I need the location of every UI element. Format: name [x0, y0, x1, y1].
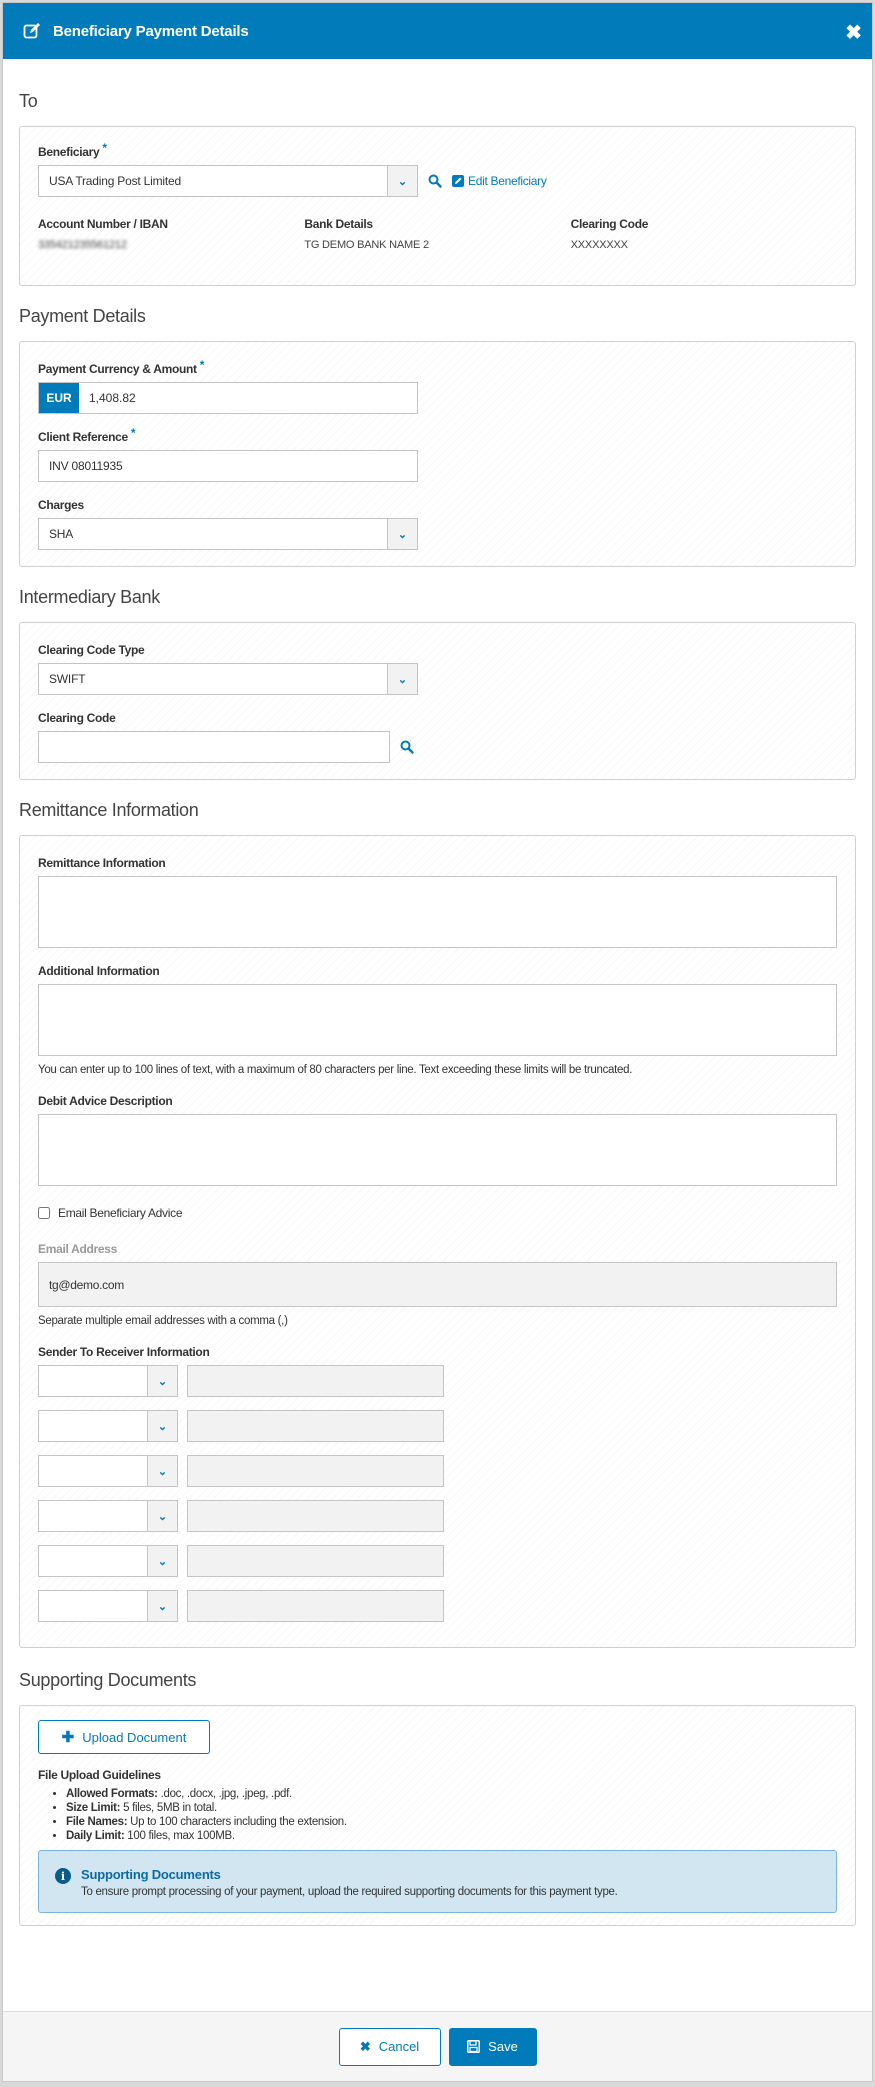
guidelines-title: File Upload Guidelines: [38, 1768, 161, 1782]
beneficiary-info: [38, 217, 837, 251]
close-icon: ✖: [359, 2038, 371, 2054]
section-title-documents: Supporting Documents: [19, 1670, 197, 1690]
chevron-down-icon[interactable]: ⌄: [387, 519, 417, 549]
s2r-row: [38, 1455, 837, 1487]
s2r-code-select[interactable]: [38, 1365, 178, 1397]
search-icon[interactable]: [400, 740, 414, 754]
chevron-down-icon[interactable]: ⌄: [147, 1411, 177, 1441]
s2r-text-input[interactable]: [187, 1365, 444, 1397]
s2r-code-select[interactable]: [38, 1590, 178, 1622]
clearing-code-type-select[interactable]: SWIFT ⌄: [38, 663, 418, 695]
guideline-item: • Size Limit: 5 files, 5MB in total.: [66, 1802, 837, 1814]
s2r-row: [38, 1410, 837, 1442]
remittance-card: [19, 835, 856, 1648]
sender-to-receiver-label: Sender To Receiver Information: [38, 1345, 210, 1359]
charges-label: Charges: [38, 498, 84, 512]
edit-icon: [452, 175, 464, 187]
amount-input[interactable]: EUR 1,408.82: [38, 382, 418, 414]
section-title-intermediary: Intermediary Bank: [19, 587, 160, 607]
additional-info-textarea[interactable]: [38, 984, 837, 1056]
charges-select[interactable]: SHA ⌄: [38, 518, 418, 550]
edit-icon: [23, 22, 41, 40]
s2r-code-select[interactable]: [38, 1455, 178, 1487]
modal-title: Beneficiary Payment Details: [53, 22, 249, 40]
chevron-down-icon[interactable]: ⌄: [387, 166, 417, 196]
section-title-remittance: Remittance Information: [19, 800, 199, 820]
info-icon: i: [55, 1868, 71, 1884]
to-card: [19, 126, 856, 286]
intermediary-clearing-code-label: Clearing Code: [38, 711, 116, 725]
s2r-text-input[interactable]: [187, 1410, 444, 1442]
s2r-row: [38, 1545, 837, 1577]
additional-info-label: Additional Information: [38, 964, 160, 978]
alert-title: Supporting Documents: [81, 1867, 221, 1882]
chevron-down-icon[interactable]: ⌄: [147, 1366, 177, 1396]
s2r-row: [38, 1590, 837, 1622]
s2r-text-input[interactable]: [187, 1500, 444, 1532]
s2r-row: [38, 1500, 837, 1532]
guideline-item: • Daily Limit: 100 files, max 100MB.: [66, 1830, 837, 1842]
bank-details-value: TG DEMO BANK NAME 2: [304, 239, 429, 251]
cancel-button[interactable]: ✖ Cancel: [339, 2028, 441, 2066]
edit-beneficiary-link[interactable]: Edit Beneficiary: [452, 174, 547, 188]
guideline-item: • Allowed Formats: .doc, .docx, .jpg, .jpeg, .pdf.: [66, 1788, 837, 1800]
currency-amount-label: Payment Currency & Amount *: [38, 358, 205, 376]
beneficiary-label: Beneficiary *: [38, 141, 107, 159]
email-address-input[interactable]: tg@demo.com: [38, 1262, 837, 1307]
upload-document-button[interactable]: ✚ Upload Document: [38, 1720, 210, 1754]
s2r-row: [38, 1365, 837, 1397]
account-number-label: Account Number / IBAN: [38, 217, 168, 231]
search-icon[interactable]: [428, 174, 442, 188]
section-title-to: To: [19, 91, 38, 111]
clearing-code-type-label: Clearing Code Type: [38, 643, 145, 657]
chevron-down-icon[interactable]: ⌄: [387, 664, 417, 694]
additional-info-hint: You can enter up to 100 lines of text, with a maximum of 80 characters per line. Text exceeding these limits will be truncated.: [38, 1064, 633, 1076]
currency-badge: EUR: [39, 383, 79, 413]
close-icon[interactable]: ✖: [845, 22, 862, 44]
intermediary-clearing-code-input[interactable]: [38, 731, 390, 763]
s2r-text-input[interactable]: [187, 1590, 444, 1622]
client-reference-label: Client Reference *: [38, 426, 136, 444]
guidelines-list: [38, 1788, 837, 1842]
s2r-code-select[interactable]: [38, 1545, 178, 1577]
beneficiary-select[interactable]: USA Trading Post Limited ⌄: [38, 165, 418, 197]
alert-text: To ensure prompt processing of your payment, upload the required supporting documents for this payment type.: [81, 1886, 618, 1898]
remittance-info-textarea[interactable]: [38, 876, 837, 948]
s2r-text-input[interactable]: [187, 1455, 444, 1487]
email-address-label: Email Address: [38, 1242, 118, 1256]
intermediary-card: [19, 622, 856, 780]
chevron-down-icon[interactable]: ⌄: [147, 1501, 177, 1531]
client-reference-input[interactable]: INV 08011935: [38, 450, 418, 482]
guideline-item: • File Names: Up to 100 characters including the extension.: [66, 1816, 837, 1828]
chevron-down-icon[interactable]: ⌄: [147, 1546, 177, 1576]
section-title-payment: Payment Details: [19, 306, 146, 326]
checkbox[interactable]: [38, 1207, 50, 1219]
supporting-documents-alert: [38, 1850, 837, 1913]
chevron-down-icon[interactable]: ⌄: [147, 1456, 177, 1486]
s2r-code-select[interactable]: [38, 1500, 178, 1532]
debit-advice-label: Debit Advice Description: [38, 1094, 173, 1108]
modal-footer: [3, 2011, 872, 2081]
email-beneficiary-advice-checkbox[interactable]: Email Beneficiary Advice: [38, 1206, 837, 1220]
debit-advice-textarea[interactable]: [38, 1114, 837, 1186]
s2r-code-select[interactable]: [38, 1410, 178, 1442]
plus-icon: ✚: [61, 1729, 75, 1746]
save-button[interactable]: Save: [449, 2028, 537, 2066]
sender-to-receiver-rows: [38, 1365, 837, 1622]
payment-card: [19, 341, 856, 567]
account-number-value: 335421235561212: [38, 239, 127, 251]
documents-card: [19, 1705, 856, 1926]
email-hint: Separate multiple email addresses with a comma (,): [38, 1315, 288, 1327]
chevron-down-icon[interactable]: ⌄: [147, 1591, 177, 1621]
clearing-code-label: Clearing Code: [570, 217, 649, 231]
bank-details-label: Bank Details: [304, 217, 373, 231]
remittance-info-label: Remittance Information: [38, 856, 166, 870]
modal-header: [3, 3, 872, 59]
beneficiary-payment-modal: [2, 2, 873, 2082]
save-icon: [467, 2040, 480, 2053]
s2r-text-input[interactable]: [187, 1545, 444, 1577]
clearing-code-value: XXXXXXXX: [570, 239, 628, 251]
